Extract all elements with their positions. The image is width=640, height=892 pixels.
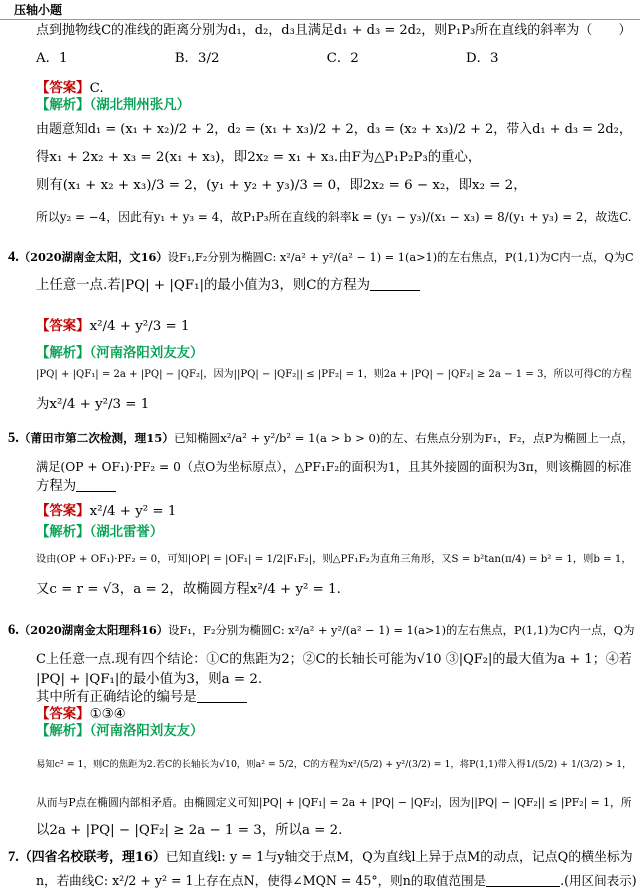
problem6-stem-line4 xyxy=(36,689,247,706)
problem6-stem-line2: C上任意一点.现有四个结论：①C的焦距为2；②C的长轴长可能为√10 ③|QF₂|的最大值为a + 1；④若 xyxy=(36,652,632,667)
problem-number: 4. xyxy=(8,249,19,265)
section-header: 压轴小题 xyxy=(14,3,63,17)
problem-number: 6. xyxy=(8,622,19,638)
problem-text: 其中所有正确结论的编号是 xyxy=(36,690,197,705)
analysis-label: 【解析】 xyxy=(36,723,90,739)
analysis-label: 【解析】 xyxy=(36,524,90,540)
problem5-answer xyxy=(36,503,176,520)
problem4-analysis-line: 为x²/4 + y²/3 = 1 xyxy=(36,397,150,412)
problem-text: n，若曲线C: x²/2 + y² = 1上存在点N，使得∠MQN = 45°，则n的取值范围是 xyxy=(36,873,487,888)
problem-text: 设F₁,F₂分别为椭圆C: x²/a² + y²/(a² − 1) = 1(a>1)的左右焦点，P(1,1)为C内一点，Q为C xyxy=(167,251,634,264)
problem-text: 上任意一点.若|PQ| + |QF₁|的最小值为3，则C的方程为 xyxy=(36,278,371,293)
analysis-source: （河南洛阳刘友友） xyxy=(89,723,204,739)
analysis-source: （河南洛阳刘友友） xyxy=(89,345,204,361)
problem4-analysis-line: |PQ| + |QF₁| = 2a + |PQ| − |QF₂|，因为||PQ| − |QF₂|| ≤ |PF₂| = 1，则2a + |PQ| − |QF₂| ≥ 2a − 1 = 3，所以可得C的方程 xyxy=(36,369,632,380)
problem-source: （2020湖南金太阳，文16） xyxy=(18,250,168,264)
answer-label: 【答案】 xyxy=(36,80,90,96)
problem7-stem-line2 xyxy=(36,872,637,889)
problem4-stem-line2 xyxy=(36,277,420,294)
problem3-analysis-label xyxy=(36,97,190,114)
problem-source: （莆田市第二次检测，理15） xyxy=(18,431,174,445)
problem-text: .(用区间表示) xyxy=(560,873,637,888)
problem-number: 7. xyxy=(8,849,19,865)
analysis-label: 【解析】 xyxy=(36,345,90,361)
analysis-source: （湖北雷誉） xyxy=(89,524,164,540)
problem3-options: A．1 B．3/2 C．2 D．3 xyxy=(36,51,499,66)
problem5-analysis-line: 又c = r = √3，a = 2，故椭圆方程x²/4 + y² = 1. xyxy=(36,582,341,597)
analysis-source: （湖北荆州张凡） xyxy=(89,97,190,113)
problem6-stem xyxy=(8,622,634,639)
problem5-stem-line2: 满足(OP + OF₁)·PF₂ = 0（点O为坐标原点），△PF₁F₂的面积为1，且其外接圆的面积为3π，则该椭圆的标准 xyxy=(36,460,632,474)
problem4-answer xyxy=(36,318,189,335)
problem3-analysis-line: 由题意知d₁ = (x₁ + x₂)/2 + 2，d₂ = (x₁ + x₃)/2 + 2，d₃ = (x₂ + x₃)/2 + 2，带入d₁ + d₃ = 2d₂， xyxy=(36,122,632,137)
answer-label: 【答案】 xyxy=(36,318,90,334)
answer-value: x²/4 + y²/3 = 1 xyxy=(89,319,190,334)
problem-number: 5. xyxy=(8,430,19,446)
problem-source: （四省名校联考，理16） xyxy=(18,850,166,865)
problem6-analysis-line: 以2a + |PQ| − |QF₂| ≥ 2a − 1 = 3，所以a = 2. xyxy=(36,823,343,838)
answer-blank xyxy=(197,690,247,703)
answer-label: 【答案】 xyxy=(36,706,90,722)
problem-text: 方程为 xyxy=(36,479,77,494)
header-rule xyxy=(0,19,640,20)
problem3-analysis-line: 则有(x₁ + x₂ + x₃)/3 = 2，(y₁ + y₂ + y₃)/3 = 0，即2x₂ = 6 − x₂，即x₂ = 2， xyxy=(36,178,527,193)
problem-text: 设F₁，F₂分别为椭圆C: x²/a² + y²/(a² − 1) = 1(a>1)的左右焦点，P(1,1)为C内一点，Q为 xyxy=(168,623,635,637)
problem6-analysis-label xyxy=(36,723,203,740)
answer-blank xyxy=(370,278,420,291)
problem4-stem xyxy=(8,249,634,266)
problem3-analysis-line: 得x₁ + 2x₂ + x₃ = 2(x₁ + x₃)，即2x₂ = x₁ + x₃.由F为△P₁P₂P₃的重心， xyxy=(36,150,482,165)
problem3-text-line: 点到抛物线C的准线的距离分别为d₁，d₂，d₃且满足d₁ + d₃ = 2d₂，则P₁P₃所在直线的斜率为（ ） xyxy=(36,23,632,38)
answer-blank xyxy=(76,479,116,492)
problem6-answer xyxy=(36,706,126,723)
analysis-label: 【解析】 xyxy=(36,97,90,113)
problem5-stem xyxy=(8,430,633,447)
problem-text: 已知直线l: y = 1与y轴交于点M，Q为直线l上异于点M的动点，记点Q的横坐标为 xyxy=(165,850,633,865)
answer-blank xyxy=(486,874,560,887)
answer-value: ①③④ xyxy=(89,707,126,722)
answer-label: 【答案】 xyxy=(36,503,90,519)
problem3-analysis-line: 所以y₂ = −4，因此有y₁ + y₃ = 4，故P₁P₃所在直线的斜率k = (y₁ − y₃)/(x₁ − x₃) = 8/(y₁ + y₃) = 2，故选C. xyxy=(36,210,632,224)
problem7-stem xyxy=(8,849,633,866)
problem-source: （2020湖南金太阳理科16） xyxy=(18,623,169,637)
answer-value: C. xyxy=(89,81,104,96)
problem3-answer xyxy=(36,80,104,97)
problem6-stem-line3: |PQ| + |QF₁|的最小值为3，则a = 2. xyxy=(36,672,263,687)
problem6-analysis-line: 从而与P点在椭圆内部相矛盾。由椭圆定义可知|PQ| + |QF₁| = 2a + |PQ| − |QF₂|，因为||PQ| − |QF₂|| ≤ |PF₂| = 1，所 xyxy=(36,796,632,809)
problem5-analysis-label xyxy=(36,524,163,541)
problem-text: 已知椭圆x²/a² + y²/b² = 1(a > b > 0)的左、右焦点分别为F₁，F₂，点P为椭圆上一点， xyxy=(173,431,634,445)
problem5-stem-line3 xyxy=(36,478,116,495)
problem6-analysis-line: 易知c² = 1，则C的焦距为2.若C的长轴长为√10，则a² = 5/2，C的方程为x²/(5/2) + y²/(3/2) = 1，将P(1,1)带入得1/(5/2) + 1/(3/2) > 1， xyxy=(36,759,632,770)
problem4-analysis-label xyxy=(36,345,203,362)
problem5-analysis-line: 设由(OP + OF₁)·PF₂ = 0，可知|OP| = |OF₁| = 1/2|F₁F₂|，则△PF₁F₂为直角三角形，又S = b²tan(π/4) = b² = 1，则b = 1， xyxy=(36,554,632,565)
answer-value: x²/4 + y² = 1 xyxy=(89,504,177,519)
